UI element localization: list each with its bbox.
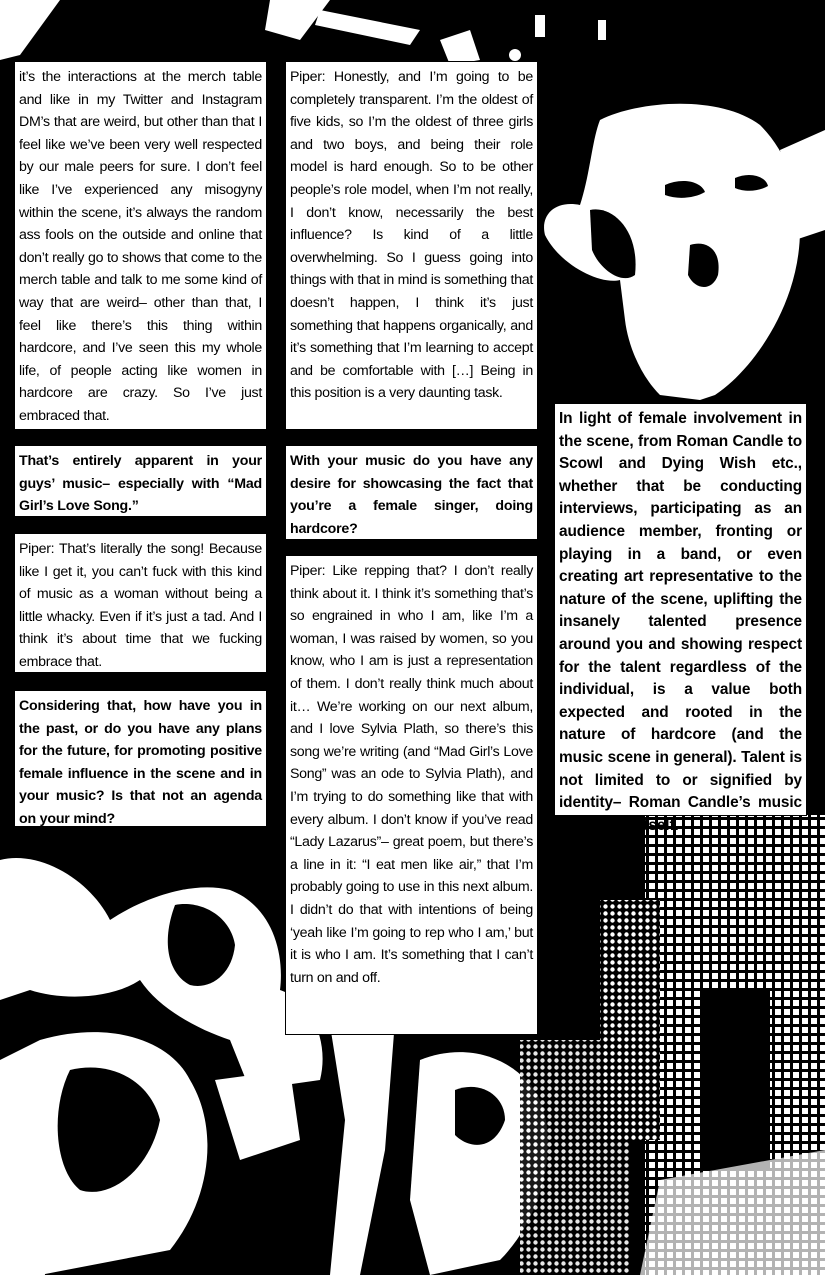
question-box-female-singer: With your music do you have any desire for showcasing the fact that you’re a female singer, doing hardcore? xyxy=(285,445,538,540)
editorial-sidebar-box: In light of female involvement in the scene, from Roman Candle to Scowl and Dying Wish etc., whether that be conducting interviews, participating as an audience member, fronting or playing in a band, or even creating art representative to the nature of the scene, uplifting the insanely talented presence around you and showing respect for the talent regardless of the individual, is a value both expected and rooted in the nature of hardcore (and the music scene in general). Talent is not limited to or signified by identity– Roman Candle’s music speaks for itself. xyxy=(554,403,807,816)
answer-box-merch-table: it’s the interactions at the merch table and like in my Twitter and Instagram DM’s that are weird, but other than that I feel like we’ve been very well respected by our male peers for sure. I don’t feel like I’ve experienced any misogyny within the scene, it’s always the random ass fools on the outside and online that don’t really go to shows that come to the merch table and talk to me some kind of way that are weird– other than that, I feel like there’s this thing within hardcore, and I’ve seen this my whole life, of people acting like women in hardcore are crazy. So I’ve just embraced that. xyxy=(14,61,267,430)
question-box-mad-girls-love-song: That’s entirely apparent in your guys’ music– especially with “Mad Girl’s Love Song.” xyxy=(14,445,267,517)
answer-box-literally-the-song: Piper: That’s literally the song! Because like I get it, you can’t fuck with this kind of music as a woman without being a little whacky. Even if it’s just a tad. And I think it’s about time that we fucking embrace that. xyxy=(14,533,267,673)
answer-box-role-model: Piper: Honestly, and I’m going to be completely transparent. I’m the oldest of five kids, so I’m the oldest of three girls and two boys, and being their role model is hard enough. So to be other people’s role model, when I’m not really, I don’t know, necessarily the best influence? Is kind of a little overwhelming. So I guess going into things with that in mind is something that doesn’t happen, I think it’s just something that happens organically, and it’s something that I’m learning to accept and be comfortable with […] Being in this position is a very daunting task. xyxy=(285,61,538,430)
answer-box-repping-that: Piper: Like repping that? I don’t really think about it. I think it’s something that’s so engrained in who I am, like I’m a woman, I was raised by women, so you know, who I am is just a representation of them. I don’t really think much about it… We’re working on our next album, and I love Sylvia Plath, so there’s this song we’re writing (and “Mad Girl’s Love Song” was an ode to Sylvia Plath), and I’m trying to do something like that with every album. I don’t know if you’ve read “Lady Lazarus”– great poem, but there’s a line in it: “I eat men like air,” that I’m probably going to use in this next album. I didn’t do that with intentions of being ‘yeah like I’m going to rep who I am,’ but it is who I am. It’s something that I can’t turn on and off. xyxy=(285,555,538,1035)
question-box-female-influence: Considering that, how have you in the past, or do you have any plans for the future, for promoting positive female influence in the scene and in your music? Is that not an agenda on your mind? xyxy=(14,690,267,827)
